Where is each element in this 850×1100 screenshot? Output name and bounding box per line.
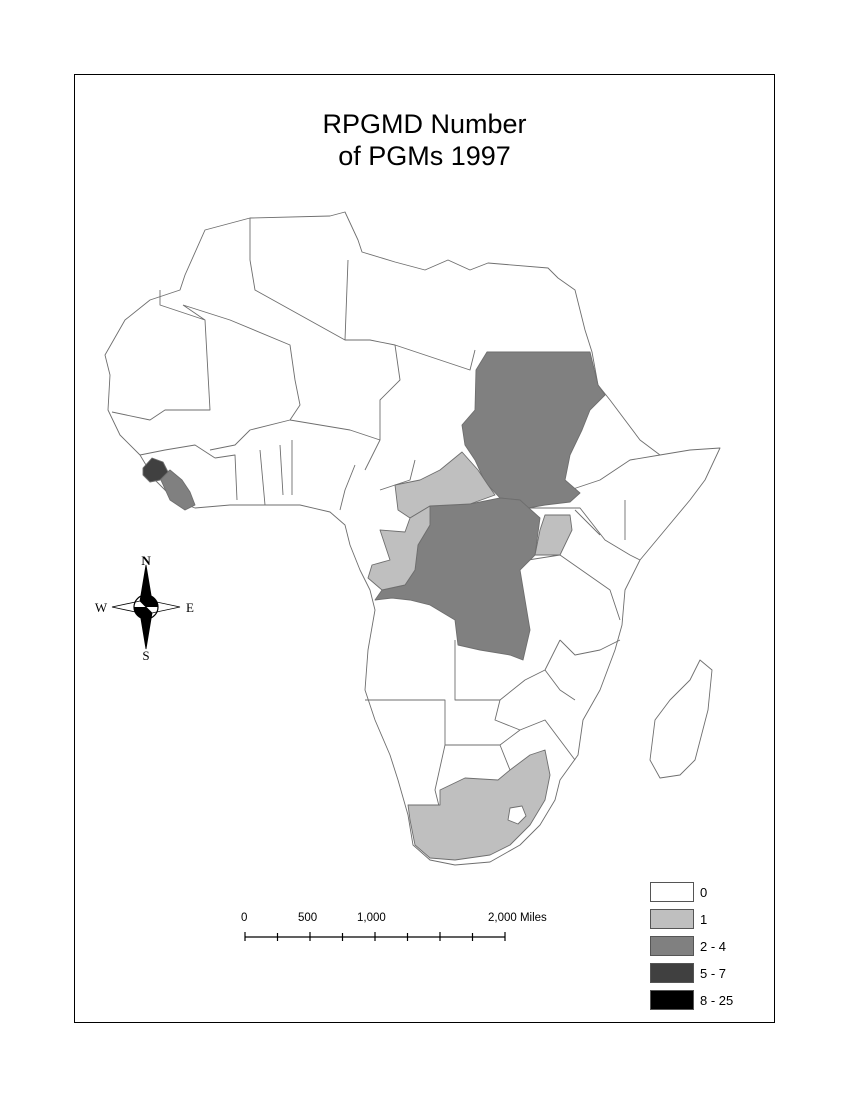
- madagascar: [650, 660, 712, 778]
- title-line-1: RPGMD Number: [322, 109, 527, 139]
- scale-label-1000: 1,000: [357, 912, 386, 924]
- legend-swatch: [650, 990, 694, 1010]
- legend-swatch: [650, 909, 694, 929]
- scale-label-2000: 2,000 Miles: [488, 912, 547, 924]
- compass-south: S: [142, 648, 150, 663]
- legend-label: 5 - 7: [700, 966, 727, 981]
- legend-label: 0: [700, 885, 708, 900]
- legend-item: [650, 963, 760, 985]
- scale-label-0: 0: [241, 912, 248, 924]
- legend-label: 2 - 4: [700, 939, 727, 954]
- legend-label: 1: [700, 912, 708, 927]
- legend-item: [650, 936, 760, 958]
- legend-swatch: [650, 936, 694, 956]
- title-line-2: of PGMs 1997: [338, 141, 511, 171]
- legend-item: [650, 909, 760, 931]
- compass-east: E: [186, 600, 194, 615]
- compass-north: N: [141, 553, 151, 568]
- legend-swatch: [650, 882, 694, 902]
- scale-labels: [240, 912, 547, 952]
- legend-swatch: [650, 963, 694, 983]
- legend-item: [650, 990, 760, 1012]
- scale-label-500: 500: [298, 912, 318, 924]
- compass-rose: [95, 553, 194, 663]
- legend-label: 8 - 25: [700, 993, 734, 1008]
- compass-west: W: [94, 600, 108, 615]
- legend-item: [650, 882, 760, 904]
